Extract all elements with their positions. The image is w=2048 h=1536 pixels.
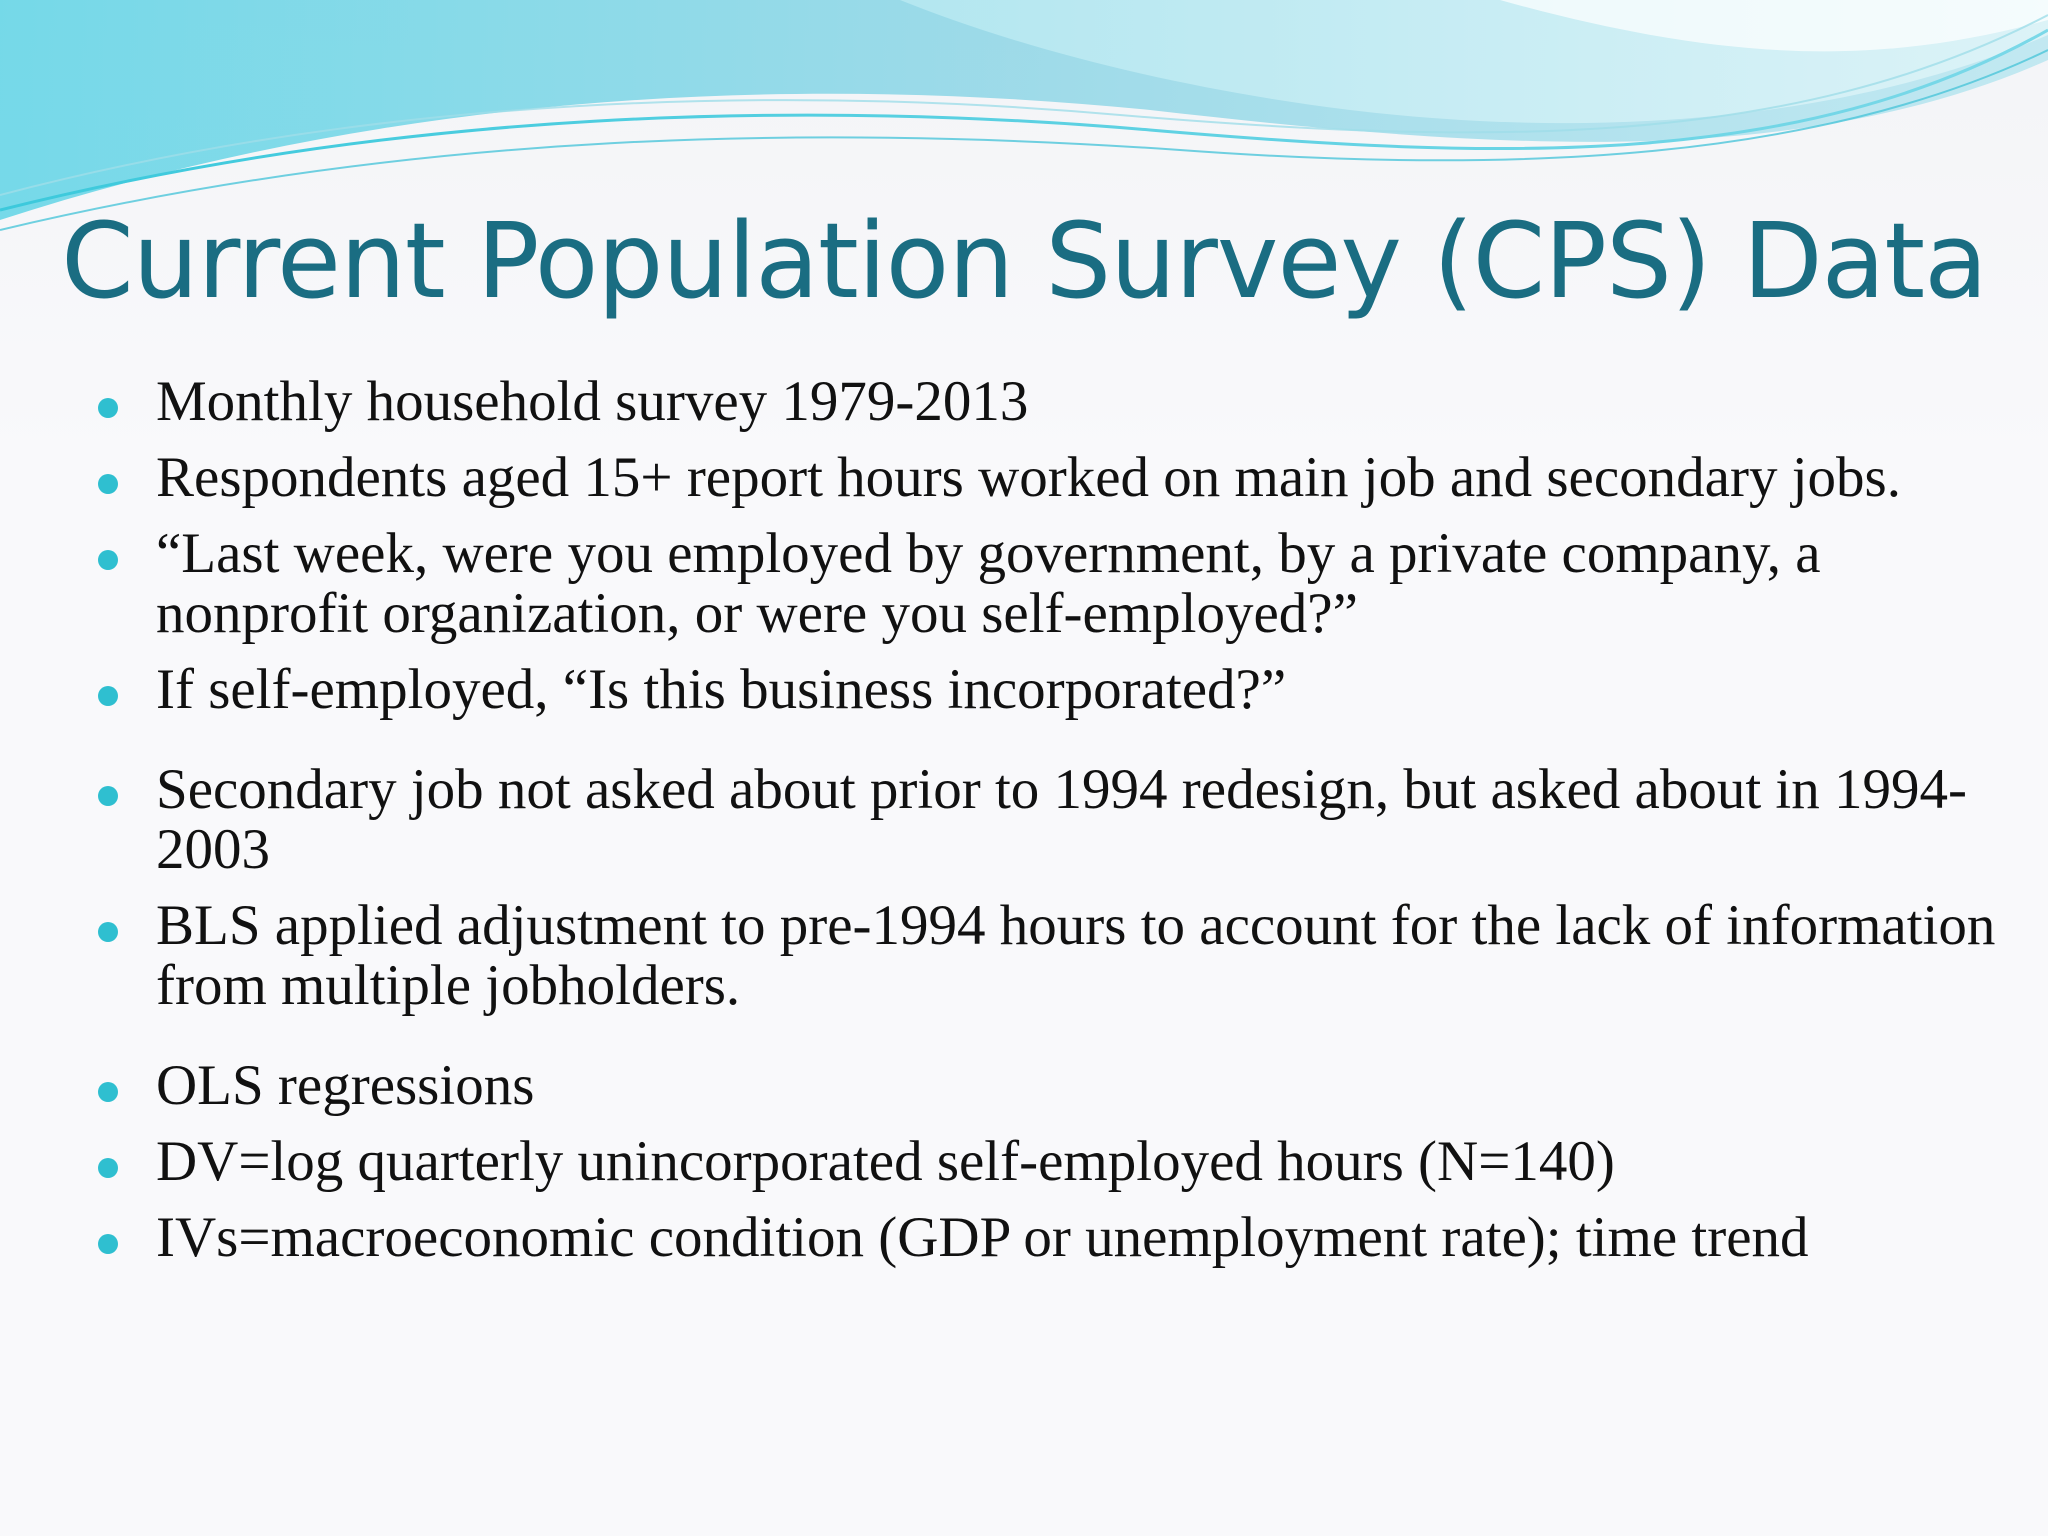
slide-title: Current Population Survey (CPS) Data — [61, 200, 1987, 322]
bullet-item — [98, 524, 1998, 644]
bullet-item — [98, 760, 1998, 880]
bullet-text: IVs=macroeconomic condition (GDP or unemployment rate); time trend — [156, 1206, 1809, 1269]
bullet-item — [98, 660, 1998, 720]
bullet-item — [98, 896, 1998, 1016]
bullet-item — [98, 1132, 1998, 1192]
bullet-dot-icon — [98, 786, 118, 806]
bullet-item — [98, 1056, 1998, 1116]
bullet-text: Monthly household survey 1979-2013 — [156, 370, 1029, 433]
bullet-dot-icon — [98, 398, 118, 418]
bullet-item — [98, 372, 1998, 432]
bullet-dot-icon — [98, 1082, 118, 1102]
bullet-text: Secondary job not asked about prior to 1994 redesign, but asked about in 1994-2003 — [156, 758, 1967, 881]
bullet-list — [98, 372, 1998, 1284]
bullet-dot-icon — [98, 1234, 118, 1254]
bullet-text: Respondents aged 15+ report hours worked on main job and secondary jobs. — [156, 446, 1901, 509]
bullet-dot-icon — [98, 922, 118, 942]
bullet-text: OLS regressions — [156, 1054, 535, 1117]
bullet-text: BLS applied adjustment to pre-1994 hours to account for the lack of information from multiple jobholders. — [156, 894, 1996, 1017]
bullet-dot-icon — [98, 474, 118, 494]
bullet-dot-icon — [98, 550, 118, 570]
bullet-text: DV=log quarterly unincorporated self-employed hours (N=140) — [156, 1130, 1615, 1193]
bullet-dot-icon — [98, 1158, 118, 1178]
bullet-text: If self-employed, “Is this business incorporated?” — [156, 658, 1287, 721]
bullet-text: “Last week, were you employed by government, by a private company, a nonprofit organization, or were you self-employed?” — [156, 522, 1821, 645]
bullet-item — [98, 448, 1998, 508]
bullet-dot-icon — [98, 686, 118, 706]
bullet-item — [98, 1208, 1998, 1268]
